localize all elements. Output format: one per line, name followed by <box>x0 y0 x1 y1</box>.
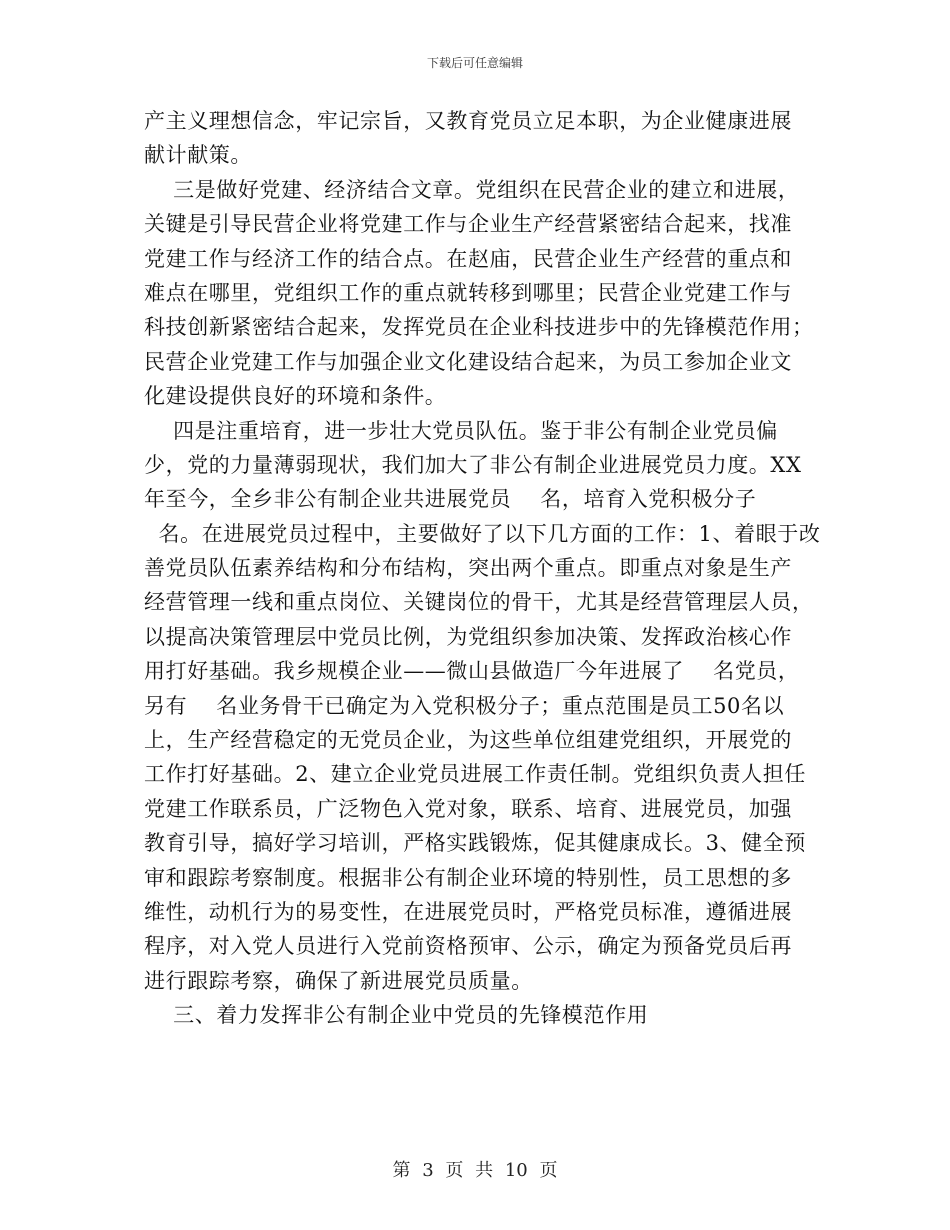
text-line: 难点在哪里，党组织工作的重点就转移到哪里；民营企业党建工作与 <box>144 280 792 305</box>
text-line: 党建工作联系员，广泛物色入党对象，联系、培育、进展党员，加强 <box>144 796 792 821</box>
text-line: 献计献策。 <box>144 143 252 168</box>
text-line: 产主义理想信念，牢记宗旨，又教育党员立足本职，为企业健康进展 <box>144 109 792 133</box>
text-line: 教育引导，搞好学习培训，严格实践锻炼，促其健康成长。3、健全预 <box>144 831 806 856</box>
text-line: 关键是引导民营企业将党建工作与企业生产经营紧密结合起来，找准 <box>144 212 792 237</box>
text-line: 用打好基础。我乡规模企业——微山县做造厂今年进展了 名党员， <box>144 659 800 684</box>
text-line: 以提高决策管理层中党员比例，为党组织参加决策、发挥政治核心作 <box>144 624 792 649</box>
text-line: 工作打好基础。2、建立企业党员进展工作责任制。党组织负责人担任 <box>144 762 806 787</box>
text-line: 名。在进展党员过程中，主要做好了以下几方面的工作：1、着眼于改 <box>144 521 821 546</box>
text-line: 四是注重培育，进一步壮大党员队伍。鉴于非公有制企业党员偏 <box>144 418 778 443</box>
text-line: 程序，对入党人员进行入党前资格预审、公示，确定为预备党员后再 <box>144 934 792 959</box>
page-number: 第 3 页 共 10 页 <box>392 1160 558 1181</box>
text-line: 年至今，全乡非公有制企业共进展党员 名，培育入党积极分子 <box>144 487 757 512</box>
text-line: 善党员队伍素养结构和分布结构，突出两个重点。即重点对象是生产 <box>144 556 792 581</box>
text-line: 进行跟踪考察，确保了新进展党员质量。 <box>144 968 533 993</box>
section-heading: 三、着力发挥非公有制企业中党员的先锋模范作用 <box>144 1003 649 1028</box>
text-line: 维性，动机行为的易变性，在进展党员时，严格党员标准，遵循进展 <box>144 899 792 924</box>
text-line: 经营管理一线和重点岗位、关键岗位的骨干，尤其是经营管理层人员， <box>144 590 814 615</box>
text-line: 党建工作与经济工作的结合点。在赵庙，民营企业生产经营的重点和 <box>144 246 792 271</box>
page-header: 下载后可任意编辑 <box>426 56 523 70</box>
text-line: 三是做好党建、经济结合文章。党组织在民营企业的建立和进展， <box>144 177 800 202</box>
text-line: 少，党的力量薄弱现状，我们加大了非公有制企业进展党员力度。XX <box>144 452 802 477</box>
text-line: 审和跟踪考察制度。根据非公有制企业环境的特别性，员工思想的多 <box>144 865 792 890</box>
text-line: 科技创新紧密结合起来，发挥党员在企业科技进步中的先锋模范作用； <box>144 315 814 340</box>
text-line: 另有 名业务骨干已确定为入党积极分子；重点范围是员工50名以 <box>144 693 785 718</box>
document-body <box>144 104 821 1033</box>
text-line: 民营企业党建工作与加强企业文化建设结合起来，为员工参加企业文 <box>144 349 792 374</box>
text-line: 上，生产经营稳定的无党员企业，为这些单位组建党组织，开展党的 <box>144 728 792 753</box>
text-line: 化建设提供良好的环境和条件。 <box>144 384 447 409</box>
